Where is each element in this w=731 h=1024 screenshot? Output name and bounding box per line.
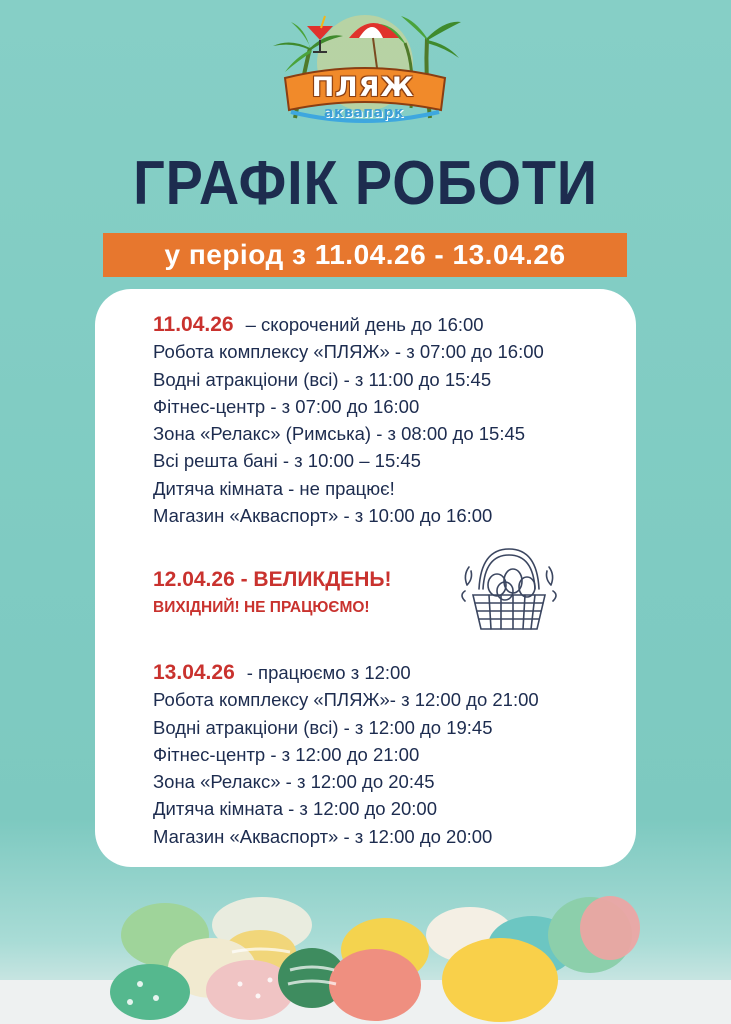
day3-header [153,659,623,686]
schedule-line: Водні атракціони (всі) - з 12:00 до 19:45 [153,716,493,738]
schedule-card [95,289,636,867]
schedule-line: Магазин «Акваспорт» - з 12:00 до 20:00 [153,825,493,847]
schedule-line: Магазин «Акваспорт» - з 10:00 до 16:00 [153,505,493,527]
schedule-line: Всі решта бані - з 10:00 – 15:45 [153,450,421,472]
day2-title: 12.04.26 - ВЕЛИКДЕНЬ! [153,568,392,591]
logo-subtitle: аквапарк [324,105,404,121]
day3-block [153,659,623,850]
schedule-line: Водні атракціони (всі) - з 11:00 до 15:45 [153,368,492,390]
period-banner: у період з 11.04.26 - 13.04.26 [103,233,627,277]
schedule-line: Дитяча кімната - не працює! [153,477,395,499]
day3-date: 13.04.26 [153,661,235,684]
easter-basket-icon [461,545,557,635]
schedule-line: Зона «Релакс» - з 12:00 до 20:45 [153,771,435,793]
schedule-line: Дитяча кімната - з 12:00 до 20:00 [153,798,438,820]
schedule-line: Робота комплексу «ПЛЯЖ» - з 07:00 до 16:00 [153,341,544,363]
easter-eggs-decoration [0,880,731,1024]
day3-note: - працюємо з 12:00 [246,662,411,683]
day1-date: 11.04.26 [153,313,234,336]
schedule-line: Фітнес-центр - з 12:00 до 21:00 [153,743,420,765]
day1-header [153,311,623,338]
logo-brand: ПЛЯЖ [311,71,415,103]
schedule-line: Робота комплексу «ПЛЯЖ»- з 12:00 до 21:00 [153,689,539,711]
day1-block [153,311,623,529]
day2-subtitle: ВИХІДНИЙ! НЕ ПРАЦЮЄМО! [153,599,370,616]
day1-note: – скорочений день до 16:00 [245,314,484,335]
page-title: ГРАФІК РОБОТИ [133,149,598,218]
schedule-line: Зона «Релакс» (Римська) - з 08:00 до 15:45 [153,423,526,445]
schedule-line: Фітнес-центр - з 07:00 до 16:00 [153,395,420,417]
logo [255,8,475,133]
